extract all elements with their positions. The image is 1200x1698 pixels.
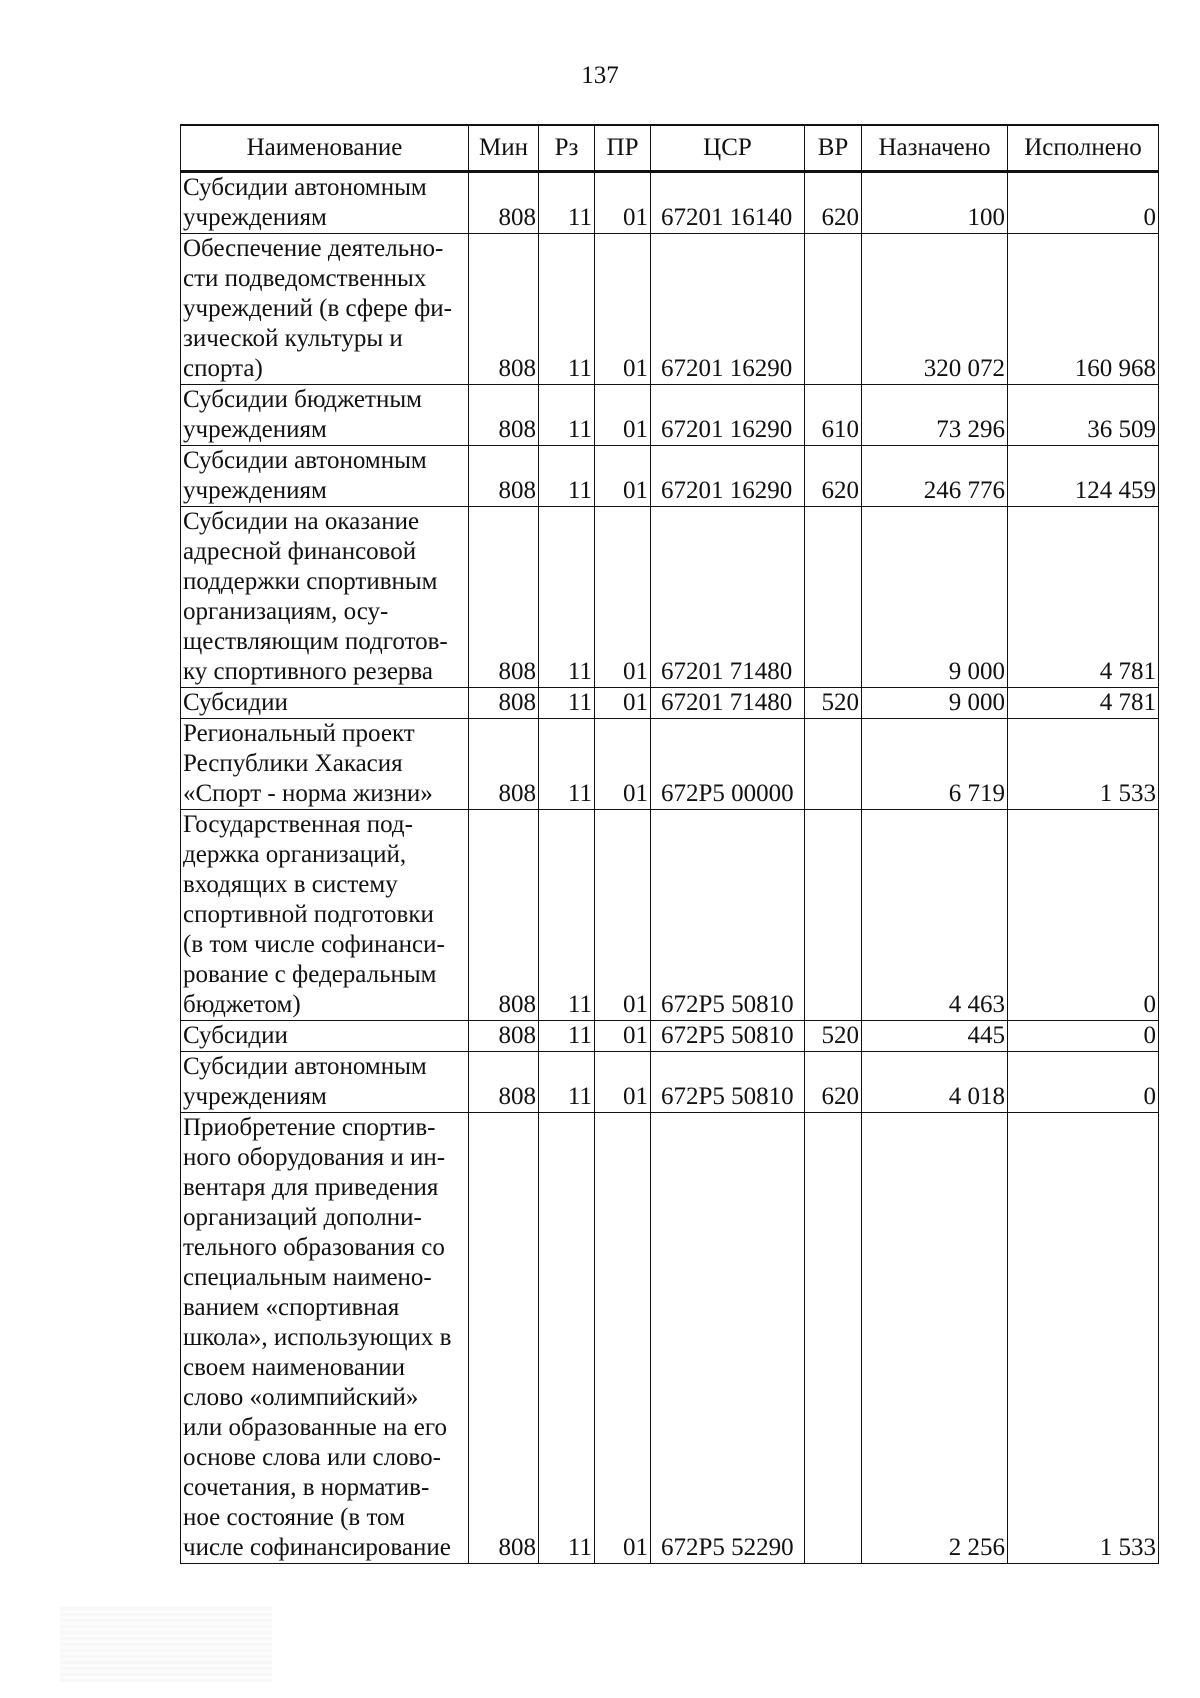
row-vr-cell: 620 xyxy=(805,446,862,507)
row-vr-cell: 620 xyxy=(805,1052,862,1113)
row-min-cell: 808 xyxy=(469,446,539,507)
row-vr-cell xyxy=(805,1113,862,1564)
row-name-line: числе софинансирование xyxy=(183,1534,451,1561)
table-row xyxy=(181,172,1159,234)
row-csr-cell: 672P5 50810 xyxy=(651,1021,805,1052)
row-pr-cell: 01 xyxy=(595,446,651,507)
row-name-line: учреждений (в сфере фи- xyxy=(183,295,452,322)
row-min-cell: 808 xyxy=(469,234,539,385)
row-assigned-cell: 6 719 xyxy=(862,719,1008,810)
row-name-line: ное состояние (в том xyxy=(183,1504,405,1531)
row-executed-cell: 1 533 xyxy=(1008,719,1159,810)
row-min-cell: 808 xyxy=(469,172,539,234)
page-number: 137 xyxy=(581,62,619,89)
row-name-cell xyxy=(181,688,469,719)
row-assigned-cell: 445 xyxy=(862,1021,1008,1052)
row-executed-cell: 0 xyxy=(1008,1052,1159,1113)
row-vr-cell xyxy=(805,234,862,385)
row-min-cell: 808 xyxy=(469,810,539,1021)
row-name-line: организациям, осу- xyxy=(183,598,389,625)
row-assigned-cell: 9 000 xyxy=(862,507,1008,688)
row-rz-cell: 11 xyxy=(539,385,595,446)
table-row xyxy=(181,810,1159,1021)
row-vr-cell xyxy=(805,810,862,1021)
row-min-cell: 808 xyxy=(469,1021,539,1052)
table-row xyxy=(181,719,1159,810)
row-name-line: спорта) xyxy=(183,355,263,382)
row-name-line: специальным наимено- xyxy=(183,1264,432,1291)
table-row xyxy=(181,234,1159,385)
faded-stamp xyxy=(60,1606,272,1682)
row-assigned-cell: 2 256 xyxy=(862,1113,1008,1564)
row-name-cell xyxy=(181,810,469,1021)
row-name-line: Субсидии бюджетным xyxy=(183,386,422,413)
row-name-line: держка организаций, xyxy=(183,841,407,868)
row-name-line: сти подведомственных xyxy=(183,265,427,292)
row-name-line: Обеспечение деятельно- xyxy=(183,235,444,262)
row-name-cell xyxy=(181,385,469,446)
row-rz-cell: 11 xyxy=(539,1021,595,1052)
row-min-cell: 808 xyxy=(469,719,539,810)
row-assigned-cell: 73 296 xyxy=(862,385,1008,446)
row-rz-cell: 11 xyxy=(539,688,595,719)
row-min-cell: 808 xyxy=(469,688,539,719)
row-pr-cell: 01 xyxy=(595,1021,651,1052)
row-assigned-cell: 100 xyxy=(862,172,1008,234)
row-executed-cell: 124 459 xyxy=(1008,446,1159,507)
row-name-line: организаций дополни- xyxy=(183,1204,422,1231)
row-rz-cell: 11 xyxy=(539,507,595,688)
row-min-cell: 808 xyxy=(469,1113,539,1564)
row-csr-cell: 672P5 52290 xyxy=(651,1113,805,1564)
table-body xyxy=(181,172,1159,1564)
row-name-line: учреждениям xyxy=(183,416,327,443)
row-csr-cell: 67201 71480 xyxy=(651,688,805,719)
row-name-line: учреждениям xyxy=(183,477,327,504)
row-csr-cell: 67201 16290 xyxy=(651,234,805,385)
row-name-line: Субсидии на оказание xyxy=(183,508,420,535)
row-csr-cell: 67201 71480 xyxy=(651,507,805,688)
row-rz-cell: 11 xyxy=(539,172,595,234)
row-name-line: Приобретение спортив- xyxy=(183,1114,436,1141)
row-name-line: школа», использующих в xyxy=(183,1324,452,1351)
row-assigned-cell: 320 072 xyxy=(862,234,1008,385)
row-csr-cell: 672P5 50810 xyxy=(651,1052,805,1113)
row-name-line: ванием «спортивная xyxy=(183,1294,400,1321)
row-rz-cell: 11 xyxy=(539,234,595,385)
row-name-line: Субсидии автономным xyxy=(183,447,427,474)
row-pr-cell: 01 xyxy=(595,385,651,446)
row-name-cell xyxy=(181,1021,469,1052)
header-rz: Рз xyxy=(539,125,595,172)
row-vr-cell: 520 xyxy=(805,688,862,719)
row-executed-cell: 0 xyxy=(1008,172,1159,234)
header-executed: Исполнено xyxy=(1008,125,1159,172)
row-name-line: ку спортивного резерва xyxy=(183,658,433,685)
row-name-line: (в том числе софинанси- xyxy=(183,931,445,958)
row-pr-cell: 01 xyxy=(595,234,651,385)
row-name-line: рование с федеральным xyxy=(183,961,437,988)
row-pr-cell: 01 xyxy=(595,688,651,719)
row-pr-cell: 01 xyxy=(595,1052,651,1113)
table-row xyxy=(181,1052,1159,1113)
row-assigned-cell: 246 776 xyxy=(862,446,1008,507)
table-row xyxy=(181,446,1159,507)
row-name-cell xyxy=(181,507,469,688)
row-name-line: поддержки спортивным xyxy=(183,568,438,595)
row-name-line: спортивной подготовки xyxy=(183,901,434,928)
row-name-line: Государственная под- xyxy=(183,811,413,838)
row-executed-cell: 4 781 xyxy=(1008,688,1159,719)
row-name-line: или образованные на его xyxy=(183,1414,447,1441)
row-pr-cell: 01 xyxy=(595,172,651,234)
row-name-line: Субсидии автономным xyxy=(183,1053,427,1080)
row-csr-cell: 67201 16140 xyxy=(651,172,805,234)
row-pr-cell: 01 xyxy=(595,719,651,810)
row-pr-cell: 01 xyxy=(595,507,651,688)
row-min-cell: 808 xyxy=(469,507,539,688)
header-min: Мин xyxy=(469,125,539,172)
table-header-row xyxy=(181,125,1159,172)
row-csr-cell: 672P5 00000 xyxy=(651,719,805,810)
row-executed-cell: 4 781 xyxy=(1008,507,1159,688)
row-pr-cell: 01 xyxy=(595,810,651,1021)
row-vr-cell xyxy=(805,507,862,688)
row-name-line: Субсидии xyxy=(183,1022,288,1049)
row-assigned-cell: 4 018 xyxy=(862,1052,1008,1113)
table-row xyxy=(181,1021,1159,1052)
row-csr-cell: 67201 16290 xyxy=(651,385,805,446)
row-executed-cell: 0 xyxy=(1008,1021,1159,1052)
row-name-line: ществляющим подготов- xyxy=(183,628,448,655)
row-min-cell: 808 xyxy=(469,385,539,446)
row-name-line: тельного образования со xyxy=(183,1234,445,1261)
row-name-line: учреждениям xyxy=(183,1083,327,1110)
row-executed-cell: 160 968 xyxy=(1008,234,1159,385)
row-name-line: входящих в систему xyxy=(183,871,398,898)
row-vr-cell: 620 xyxy=(805,172,862,234)
row-name-cell xyxy=(181,719,469,810)
row-rz-cell: 11 xyxy=(539,446,595,507)
row-name-line: зической культуры и xyxy=(183,325,403,352)
row-name-line: вентаря для приведения xyxy=(183,1174,439,1201)
row-min-cell: 808 xyxy=(469,1052,539,1113)
row-name-line: учреждениям xyxy=(183,204,327,231)
row-assigned-cell: 4 463 xyxy=(862,810,1008,1021)
header-vr: ВР xyxy=(805,125,862,172)
row-name-cell xyxy=(181,1052,469,1113)
row-name-cell xyxy=(181,1113,469,1564)
row-rz-cell: 11 xyxy=(539,719,595,810)
row-name-line: Субсидии xyxy=(183,689,288,716)
header-csr: ЦСР xyxy=(651,125,805,172)
row-executed-cell: 1 533 xyxy=(1008,1113,1159,1564)
row-vr-cell xyxy=(805,719,862,810)
row-name-line: слово «олимпийский» xyxy=(183,1384,419,1411)
table-row xyxy=(181,688,1159,719)
row-name-line: Республики Хакасия xyxy=(183,750,403,777)
row-name-line: своем наименовании xyxy=(183,1354,406,1381)
row-name-line: адресной финансовой xyxy=(183,538,417,565)
table-row xyxy=(181,385,1159,446)
row-name-line: «Спорт - норма жизни» xyxy=(183,780,433,807)
row-name-cell xyxy=(181,446,469,507)
row-rz-cell: 11 xyxy=(539,1052,595,1113)
row-executed-cell: 0 xyxy=(1008,810,1159,1021)
row-name-line: основе слова или слово- xyxy=(183,1444,442,1471)
row-name-cell xyxy=(181,172,469,234)
row-assigned-cell: 9 000 xyxy=(862,688,1008,719)
row-name-cell xyxy=(181,234,469,385)
table-row xyxy=(181,507,1159,688)
row-pr-cell: 01 xyxy=(595,1113,651,1564)
table-row xyxy=(181,1113,1159,1564)
header-name: Наименование xyxy=(181,125,469,172)
budget-table xyxy=(180,124,1159,1564)
row-rz-cell: 11 xyxy=(539,1113,595,1564)
row-vr-cell: 520 xyxy=(805,1021,862,1052)
row-csr-cell: 67201 16290 xyxy=(651,446,805,507)
row-name-line: Субсидии автономным xyxy=(183,174,427,201)
row-csr-cell: 672P5 50810 xyxy=(651,810,805,1021)
header-assigned: Назначено xyxy=(862,125,1008,172)
header-pr: ПР xyxy=(595,125,651,172)
row-vr-cell: 610 xyxy=(805,385,862,446)
row-name-line: бюджетом) xyxy=(183,991,301,1018)
row-rz-cell: 11 xyxy=(539,810,595,1021)
row-name-line: Региональный проект xyxy=(183,720,415,747)
row-name-line: ного оборудования и ин- xyxy=(183,1144,446,1171)
row-executed-cell: 36 509 xyxy=(1008,385,1159,446)
row-name-line: сочетания, в норматив- xyxy=(183,1474,430,1501)
